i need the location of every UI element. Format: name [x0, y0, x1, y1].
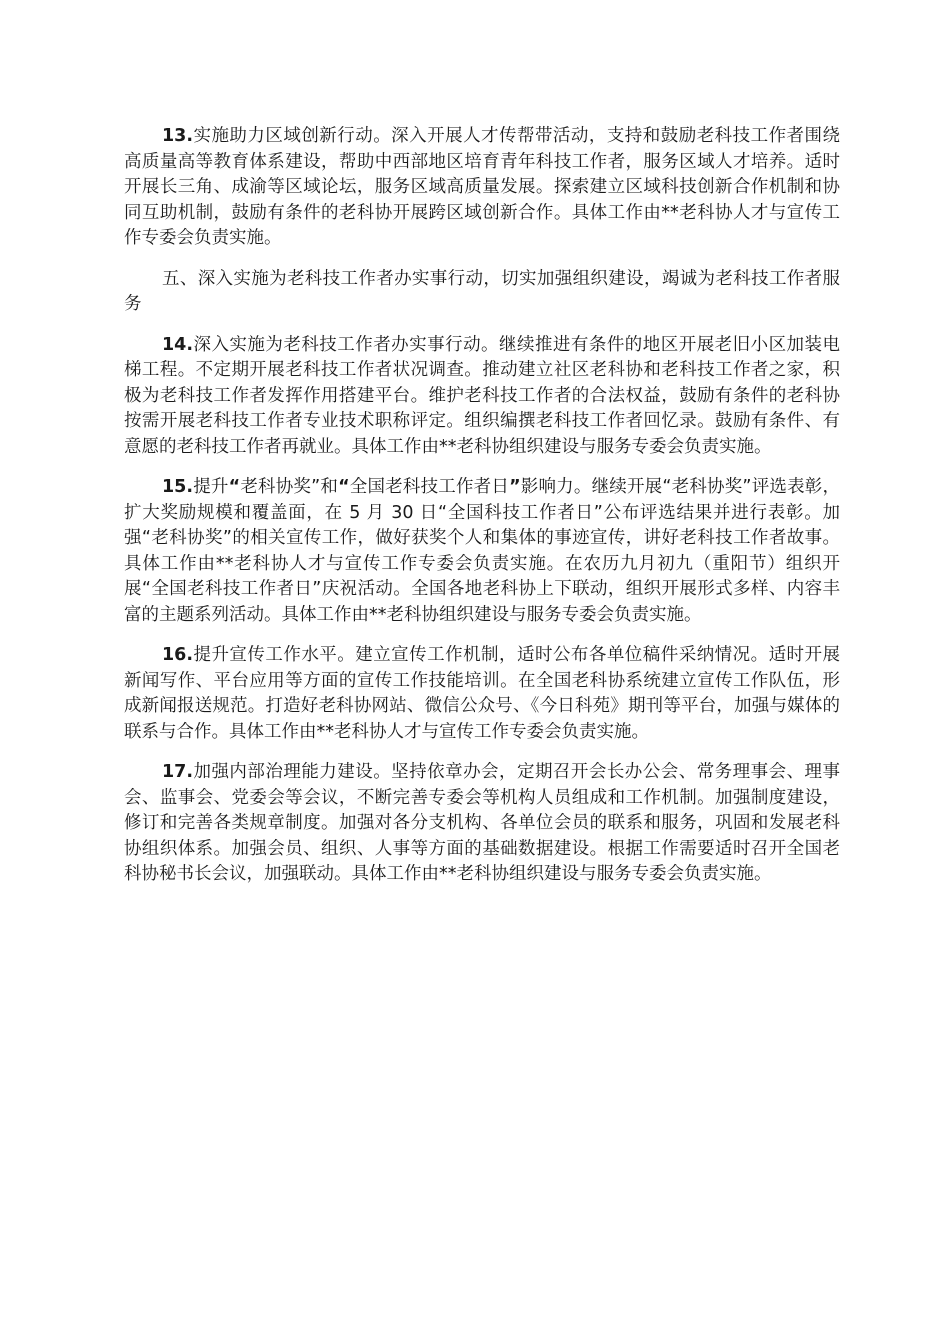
quote-mark: ” [509, 477, 521, 497]
paragraph-text: 实施助力区域创新行动。深入开展人才传帮带活动，支持和鼓励老科技工作者围绕高质量高等教育体系建设，帮助中西部地区培育青年科技工作者，服务区域人才培养。适时开展长三角、成渝等区域论坛，服务区域高质量发展。探索建立区域科技创新合作机制和协同互助机制，鼓励有条件的老科协开展跨区域创新合作。具体工作由**老科协人才与宣传工作专委会负责实施。 [124, 126, 840, 248]
paragraph-13 [124, 124, 840, 252]
section-heading-text: 五、深入实施为老科技工作者办实事行动，切实加强组织建设，竭诚为老科技工作者服务 [124, 268, 840, 314]
paragraph-text: 影响力。继续开展“老科协奖”评选表彰，扩大奖励规模和覆盖面，在 5 月 30 日“全国科技工作者日”公布评选结果并进行表彰。加强“老科协奖”的相关宣传工作，做好获奖个人和集体的事迹宣传，讲好老科技工作者故事。具体工作由**老科协人才与宣传工作专委会负责实施。在农历九月初九（重阳节）组织开展“全国老科技工作者日”庆祝活动。全国各地老科协上下联动，组织开展形式多样、内容丰富的主题系列活动。具体工作由**老科协组织建设与服务专委会负责实施。 [124, 477, 840, 625]
paragraph-14 [124, 333, 840, 461]
document-body [124, 124, 840, 903]
paragraph-16 [124, 643, 840, 745]
item-number: 14. [162, 334, 194, 355]
heading-part: 老科协奖”和 [240, 477, 339, 497]
paragraph-text: 加强内部治理能力建设。坚持依章办会，定期召开会长办公会、常务理事会、理事会、监事会、党委会等会议，不断完善专委会等机构人员组成和工作机制。加强制度建设，修订和完善各类规章制度。加强对各分支机构、各单位会员的联系和服务，巩固和发展老科协组织体系。加强会员、组织、人事等方面的基础数据建设。根据工作需要适时召开全国老科协秘书长会议，加强联动。具体工作由**老科协组织建设与服务专委会负责实施。 [124, 762, 840, 884]
item-number: 17. [162, 762, 194, 782]
paragraph-17 [124, 760, 840, 888]
quote-mark: “ [228, 477, 241, 497]
heading-part: 提升 [193, 477, 229, 497]
paragraph-15 [124, 475, 840, 628]
quote-mark: “ [338, 477, 350, 497]
heading-part: 全国老科技工作者日 [349, 477, 510, 497]
section-heading-5 [124, 267, 840, 318]
item-number: 15. [162, 477, 194, 497]
item-number: 13. [162, 126, 194, 146]
paragraph-text: 提升宣传工作水平。建立宣传工作机制，适时公布各单位稿件采纳情况。适时开展新闻写作、平台应用等方面的宣传工作技能培训。在全国老科协系统建立宣传工作队伍，形成新闻报送规范。打造好老科协网站、微信公众号、《今日科苑》期刊等平台，加强与媒体的联系与合作。具体工作由**老科协人才与宣传工作专委会负责实施。 [124, 645, 840, 742]
item-number: 16. [162, 645, 194, 665]
paragraph-text: 深入实施为老科技工作者办实事行动。继续推进有条件的地区开展老旧小区加装电梯工程。不定期开展老科技工作者状况调查。推动建立社区老科协和老科技工作者之家，积极为老科技工作者发挥作用搭建平台。维护老科技工作者的合法权益，鼓励有条件的老科协按需开展老科技工作者专业技术职称评定。组织编撰老科技工作者回忆录。鼓励有条件、有意愿的老科技工作者再就业。具体工作由**老科协组织建设与服务专委会负责实施。 [124, 334, 840, 457]
